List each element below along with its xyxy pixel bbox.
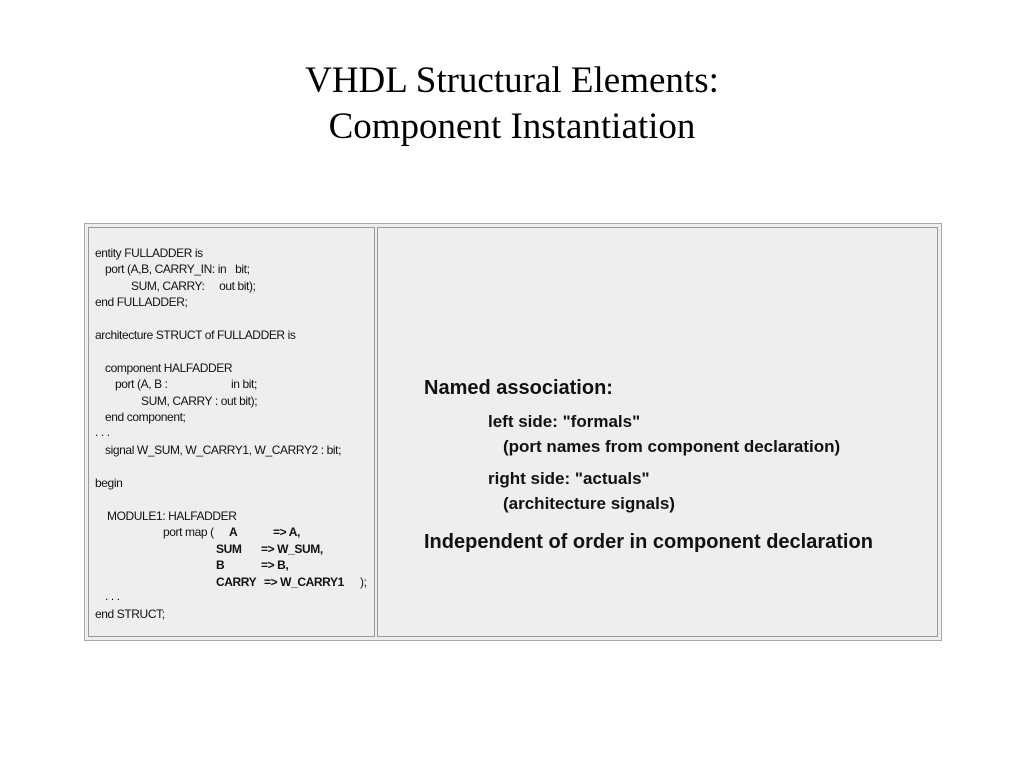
code-cell [88, 227, 375, 637]
association-cell [377, 227, 938, 637]
code-line-end-struct: end STRUCT; [95, 607, 165, 621]
port-map-formal: B [216, 558, 225, 572]
formals-detail: (port names from component declaration) [503, 437, 841, 456]
code-line-entity: entity FULLADDER is [95, 246, 203, 260]
code-line-ellipsis-1: . . . [95, 425, 110, 439]
port-map-formal: SUM [216, 542, 242, 556]
port-map-formal: CARRY [216, 575, 257, 589]
order-independence-note: Independent of order in component declaration [424, 531, 873, 553]
code-line-component: component HALFADDER [105, 361, 233, 375]
actuals-label: right side: "actuals" [488, 469, 650, 488]
code-line-architecture: architecture STRUCT of FULLADDER is [95, 328, 296, 342]
code-line-sum-carry: SUM, CARRY: out bit); [131, 279, 256, 293]
port-map-actual: => A, [273, 525, 300, 539]
code-line-end-entity: end FULLADDER; [95, 295, 188, 309]
port-map-actual: => B, [261, 558, 289, 572]
slide-title [0, 58, 1024, 150]
port-map-formal: A [229, 525, 238, 539]
actuals-detail: (architecture signals) [503, 494, 675, 513]
code-line-end-component: end component; [105, 410, 186, 424]
code-line-module: MODULE1: HALFADDER [107, 509, 237, 523]
code-line-port-map-close: ); [360, 575, 367, 589]
slide-title-line-1: VHDL Structural Elements: [305, 60, 719, 101]
code-line-port: port (A,B, CARRY_IN: in bit; [105, 262, 250, 276]
port-map-actual: => W_CARRY1 [264, 575, 344, 589]
code-line-port-map-prefix: port map ( [163, 525, 214, 539]
code-line-comp-port: port (A, B : [115, 377, 168, 391]
code-line-comp-port-type: in bit; [231, 377, 257, 391]
code-line-signal: signal W_SUM, W_CARRY1, W_CARRY2 : bit; [105, 443, 342, 457]
code-line-begin: begin [95, 476, 123, 490]
code-line-ellipsis-2: . . . [105, 589, 120, 603]
formals-label: left side: "formals" [488, 412, 641, 431]
code-line-comp-sum-carry: SUM, CARRY : out bit); [141, 394, 258, 408]
slide-title-line-2: Component Instantiation [328, 106, 696, 147]
named-association-heading: Named association: [424, 377, 613, 399]
port-map-actual: => W_SUM, [261, 542, 323, 556]
content-table [84, 223, 942, 641]
